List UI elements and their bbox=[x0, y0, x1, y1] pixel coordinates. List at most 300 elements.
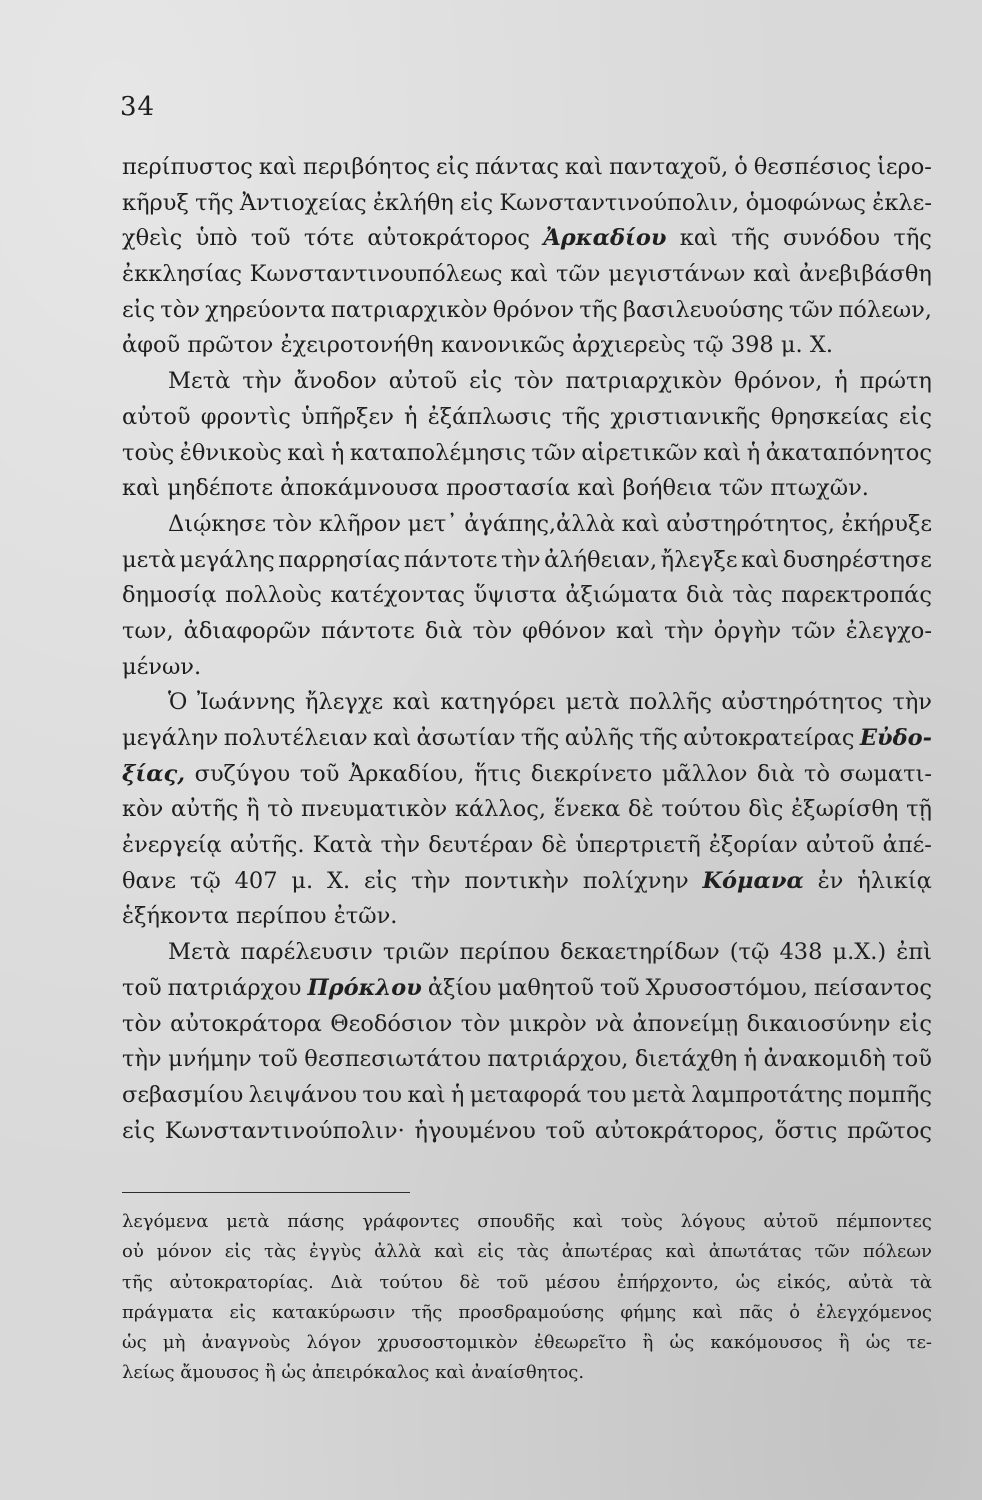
word: δεκαετηρίδων bbox=[560, 939, 720, 966]
word: λαμπροτάτης bbox=[690, 1081, 843, 1108]
word: διεκρίνετο bbox=[530, 760, 653, 787]
word: ὀργὴν bbox=[713, 617, 782, 644]
word: καὶ bbox=[122, 475, 168, 502]
word: ἡ bbox=[330, 439, 345, 466]
word: μεγάλην bbox=[122, 725, 219, 751]
word: ἀπωτέρας bbox=[561, 1241, 653, 1263]
word: πολυτέλειαν bbox=[223, 725, 368, 751]
word: καὶ bbox=[407, 1081, 446, 1108]
word: μ. bbox=[780, 332, 810, 359]
word: ἢ bbox=[246, 796, 260, 823]
text-line bbox=[122, 757, 932, 793]
word: ἀδιαφορῶν bbox=[183, 617, 311, 644]
word: αὐτὰ bbox=[847, 1271, 894, 1293]
word: πομπῆς bbox=[848, 1081, 932, 1108]
word: πάντας bbox=[475, 154, 559, 180]
word: ξίας, bbox=[122, 760, 186, 787]
word: ἐχειροτονήθη bbox=[280, 332, 441, 359]
word: εἰς bbox=[224, 1241, 252, 1263]
word: μηδέποτε bbox=[167, 475, 281, 502]
word: του bbox=[362, 1081, 403, 1108]
word: Ἀρκαδίου bbox=[543, 225, 667, 252]
word: αὐτοῦ bbox=[388, 368, 458, 395]
word: αὐτοκράτορος, bbox=[594, 1117, 765, 1144]
word: τῆς bbox=[579, 296, 618, 323]
word: αὐτοκρατείρας bbox=[683, 725, 855, 751]
word: δευτέραν bbox=[428, 832, 534, 859]
word: τοῦ bbox=[545, 1117, 586, 1144]
word: ἡ bbox=[834, 368, 848, 395]
word: τούτου bbox=[661, 796, 741, 823]
word: πείσαντος bbox=[813, 974, 932, 1001]
word: μέσου bbox=[545, 1271, 601, 1293]
word: ὕψιστα bbox=[473, 582, 557, 609]
word: καὶ bbox=[615, 617, 655, 644]
word: κακόμουσος bbox=[710, 1332, 823, 1354]
word: ἡ bbox=[743, 1046, 758, 1073]
word: (τῷ bbox=[729, 939, 770, 966]
word: ἡ bbox=[450, 1081, 465, 1108]
page-number: 34 bbox=[120, 92, 156, 122]
word: τῶν bbox=[788, 296, 834, 323]
word: ἡλικίᾳ bbox=[857, 867, 932, 894]
word: Μετὰ bbox=[168, 368, 231, 395]
word: λόγον bbox=[306, 1332, 362, 1354]
word: περίπου bbox=[459, 939, 550, 966]
word: ὡς bbox=[669, 1332, 695, 1354]
word: πόλεων, bbox=[838, 296, 932, 323]
word: καὶ bbox=[692, 1301, 723, 1323]
word: πᾶς bbox=[739, 1301, 774, 1323]
word: τὸν bbox=[122, 1010, 162, 1037]
word: λεγόμενα bbox=[122, 1211, 209, 1232]
word: ἢ bbox=[838, 1332, 850, 1354]
word: ἢ bbox=[642, 1332, 654, 1354]
word: ἀνακομιδὴ bbox=[763, 1046, 886, 1073]
word: δυσηρέστησε bbox=[782, 546, 932, 573]
text-line bbox=[122, 792, 932, 828]
word: διὰ bbox=[686, 582, 724, 609]
word: Μετὰ bbox=[168, 939, 231, 966]
word: δὶς bbox=[748, 796, 784, 823]
word: ἀπωτάτας bbox=[708, 1241, 802, 1263]
text-line bbox=[122, 364, 932, 400]
word: πρῶτον bbox=[187, 332, 281, 359]
word: πτωχῶν. bbox=[770, 475, 869, 502]
word: ἀλήθειαν, bbox=[544, 546, 658, 573]
word: ἤλεγξε bbox=[660, 546, 738, 573]
word: ὅστις bbox=[774, 1117, 838, 1144]
word: μόνον bbox=[156, 1241, 212, 1263]
word: τὸν bbox=[160, 296, 200, 323]
text-line bbox=[122, 186, 932, 222]
word: Κωνσταντινούπολιν· bbox=[164, 1117, 405, 1144]
word: πατριάρχου bbox=[167, 974, 302, 1001]
word: κατακύρωσιν bbox=[272, 1301, 396, 1323]
word: παρέλευσιν bbox=[240, 939, 373, 966]
word: τοῦ bbox=[600, 974, 640, 1001]
word: Κόμανα bbox=[702, 867, 804, 894]
word: ὡς bbox=[735, 1271, 761, 1293]
word: κανονικῶς bbox=[440, 332, 572, 359]
word: αὐτοῦ bbox=[122, 403, 191, 430]
word: τοῦ bbox=[250, 225, 291, 252]
word: Διῴκησε bbox=[168, 510, 266, 537]
word: ἐτῶν. bbox=[333, 903, 398, 930]
word: ἐκήρυξε bbox=[841, 510, 932, 537]
word: χηρεύοντα bbox=[205, 296, 326, 323]
text-line bbox=[122, 293, 932, 329]
word: τῆς bbox=[639, 725, 678, 751]
text-line bbox=[122, 899, 932, 935]
text-line bbox=[122, 614, 932, 650]
word: τῆς bbox=[893, 225, 932, 252]
word: καὶ bbox=[665, 1241, 696, 1263]
word: τὴν bbox=[892, 689, 932, 716]
word: αὐστηρότητος, bbox=[666, 510, 835, 537]
word: διετάχθη bbox=[634, 1046, 738, 1073]
word: συνόδου bbox=[783, 225, 881, 252]
word: μετὰ bbox=[226, 1211, 270, 1232]
word: ἐξωρίσθη bbox=[791, 796, 899, 823]
word: Ἀρκαδίου, bbox=[348, 760, 465, 787]
word: πόλεων bbox=[862, 1241, 932, 1263]
word: των, bbox=[122, 617, 174, 644]
footnote-line bbox=[122, 1358, 932, 1388]
word: χρυσοστομικὸν bbox=[377, 1332, 518, 1354]
word: ἀπέ- bbox=[882, 832, 932, 859]
word: ἕνεκα bbox=[553, 796, 621, 823]
word: μετὰ bbox=[631, 1081, 686, 1108]
word: περιβόητος bbox=[302, 154, 431, 180]
word: πράγματα bbox=[122, 1301, 214, 1323]
word: προσδραμούσης bbox=[458, 1301, 605, 1323]
word: μετὰ bbox=[565, 689, 620, 716]
word: Κωνσταντινουπόλεως bbox=[249, 261, 503, 288]
word: τὴν bbox=[242, 368, 282, 395]
word: τῆς bbox=[731, 225, 770, 252]
word: Χ. bbox=[326, 867, 351, 894]
word: πάσης bbox=[287, 1211, 345, 1232]
word: ὡς bbox=[281, 1362, 312, 1384]
word: θρόνον bbox=[492, 296, 575, 323]
word: καὶ bbox=[564, 154, 603, 180]
word: εἰς bbox=[364, 867, 398, 894]
word: λείως bbox=[122, 1362, 181, 1384]
word: εἰκός, bbox=[777, 1271, 832, 1293]
word: μὴ bbox=[162, 1332, 186, 1354]
word: πάντοτε bbox=[321, 617, 415, 644]
word: διὰ bbox=[424, 617, 463, 644]
word: ποντικὴν bbox=[464, 867, 569, 894]
word: βοήθεια bbox=[622, 475, 719, 502]
word: μένων. bbox=[122, 653, 202, 680]
word: Ὁ bbox=[168, 689, 188, 716]
word: καὶ bbox=[373, 725, 412, 751]
word: αὐτῆς bbox=[171, 796, 239, 823]
word: καὶ bbox=[753, 261, 792, 288]
word: Διὰ bbox=[330, 1271, 363, 1293]
word: καταπολέμησις bbox=[349, 439, 526, 466]
word: τῆς bbox=[411, 1301, 443, 1323]
word: καὶ bbox=[572, 1211, 604, 1232]
word: πολλῆς bbox=[629, 689, 712, 716]
word: αἱρετικῶν bbox=[581, 439, 698, 466]
text-line bbox=[122, 471, 932, 507]
word: του bbox=[586, 1081, 627, 1108]
word: λόγους bbox=[680, 1211, 746, 1232]
word: τῶν bbox=[814, 1241, 851, 1263]
word: εἰς bbox=[469, 368, 503, 395]
word: τῇ bbox=[906, 796, 932, 823]
word: ἐλεγχόμενος bbox=[816, 1301, 932, 1323]
word: διὰ bbox=[756, 760, 795, 787]
word: παρρησίας bbox=[278, 546, 401, 573]
footnote-line bbox=[122, 1298, 932, 1328]
word: ἐπὶ bbox=[896, 939, 932, 966]
word: προστασία bbox=[446, 475, 578, 502]
word: τῷ bbox=[692, 332, 731, 359]
word: εἰς bbox=[898, 1010, 932, 1037]
word: τὰς bbox=[264, 1241, 297, 1263]
word: δικαιοσύνην bbox=[746, 1010, 891, 1037]
word: ἡ bbox=[746, 439, 761, 466]
word: ἐθνικοὺς bbox=[179, 439, 282, 466]
word: κλῆρον bbox=[318, 510, 402, 537]
word: πατριαρχικὸν bbox=[330, 296, 488, 323]
word: παρεκτροπάς bbox=[781, 582, 932, 609]
text-line bbox=[122, 150, 932, 186]
word: αὐτοκρατορίας. bbox=[169, 1271, 314, 1293]
word: ἀναίσθητος. bbox=[471, 1362, 585, 1384]
word: 398 bbox=[730, 332, 781, 359]
word: καὶ bbox=[577, 475, 623, 502]
word: τὸν bbox=[514, 368, 554, 395]
word: δὲ bbox=[628, 796, 654, 823]
word: περίπυστος bbox=[122, 154, 253, 180]
word: εἰς bbox=[460, 189, 494, 216]
word: θεσπεσιωτάτου bbox=[304, 1046, 482, 1073]
word: ἀπονείμῃ bbox=[632, 1010, 739, 1037]
word: τὰς bbox=[516, 1241, 549, 1263]
word: πρώτη bbox=[859, 368, 932, 395]
word: ὁμοφώνως bbox=[745, 189, 867, 216]
word: ἱερο- bbox=[877, 154, 932, 180]
word: τῆς bbox=[195, 189, 234, 216]
word: εἰς bbox=[477, 1241, 504, 1263]
word: ἐκλε- bbox=[872, 189, 932, 216]
word: καὶ bbox=[392, 689, 431, 716]
word: πάντοτε bbox=[403, 546, 498, 573]
word: ἡγουμένου bbox=[414, 1117, 536, 1144]
word: συζύγου bbox=[194, 760, 291, 787]
word: τούτου bbox=[379, 1271, 443, 1293]
text-line bbox=[122, 257, 932, 293]
word: πατριάρχου, bbox=[487, 1046, 629, 1073]
word: ἐπήρχοντο, bbox=[616, 1271, 719, 1293]
word: μ.Χ.) bbox=[832, 939, 887, 966]
word: ἐν bbox=[817, 867, 844, 894]
word: αὐτῆς. bbox=[229, 832, 305, 859]
text-line bbox=[122, 1114, 932, 1150]
word: ἀπειρόκαλος bbox=[311, 1362, 436, 1384]
word: τῶν bbox=[791, 617, 836, 644]
word: ἄνοδον bbox=[293, 368, 377, 395]
word: ἀνεβιβάσθη bbox=[798, 261, 932, 288]
word: ἐλεγχο- bbox=[845, 617, 932, 644]
word: τοῦ bbox=[258, 1046, 298, 1073]
word: σπουδῆς bbox=[477, 1211, 555, 1232]
word: τὸν bbox=[460, 1010, 501, 1037]
word: δημοσίᾳ bbox=[122, 582, 217, 609]
word: Πρόκλου bbox=[307, 974, 422, 1001]
word: τῆς bbox=[561, 403, 601, 430]
word: τὴν bbox=[410, 867, 451, 894]
word: τὴν bbox=[500, 546, 541, 573]
word: θρόνον, bbox=[734, 368, 823, 395]
body-text bbox=[122, 150, 932, 1149]
word: πολίχνην bbox=[582, 867, 689, 894]
word: κάλλος, bbox=[454, 796, 546, 823]
word: ἐκλήθη bbox=[372, 189, 454, 216]
word: τριῶν bbox=[382, 939, 450, 966]
word: καὶ bbox=[741, 546, 780, 573]
word: ἀξίου bbox=[427, 974, 492, 1001]
word: κατηγόρει bbox=[440, 689, 557, 716]
footnote-line bbox=[122, 1328, 932, 1358]
word: ἐγγὺς bbox=[309, 1241, 362, 1263]
word: καὶ bbox=[703, 439, 742, 466]
word: πέμποντες bbox=[836, 1211, 932, 1232]
word: ἀλλὰ bbox=[374, 1241, 422, 1263]
word: μεγιστάνων bbox=[608, 261, 746, 288]
word: ἐξορίαν bbox=[708, 832, 798, 859]
word: μικρὸν bbox=[508, 1010, 587, 1037]
text-line bbox=[122, 685, 932, 721]
text-line bbox=[122, 971, 932, 1007]
word: μᾶλλον bbox=[661, 760, 748, 787]
word: τότε bbox=[303, 225, 354, 252]
word: ἀναγνοὺς bbox=[201, 1332, 291, 1354]
word: τὴν bbox=[122, 1046, 162, 1073]
text-line bbox=[122, 436, 932, 472]
word: ἡ bbox=[404, 403, 418, 430]
word: πατριαρχικὸν bbox=[565, 368, 723, 395]
word: κατέχοντας bbox=[330, 582, 465, 609]
word: καὶ bbox=[510, 261, 549, 288]
word: τῆς bbox=[122, 1271, 153, 1293]
word: τοῦ bbox=[299, 760, 340, 787]
word: εἰς bbox=[229, 1301, 256, 1323]
text-line bbox=[122, 507, 932, 543]
word: αὐτοκράτορος bbox=[367, 225, 531, 252]
word: καὶ bbox=[287, 439, 326, 466]
word: ἀφοῦ bbox=[122, 332, 188, 359]
word: εἰς bbox=[898, 403, 932, 430]
word: τε- bbox=[906, 1332, 932, 1354]
word: ὁ bbox=[789, 1301, 801, 1323]
word: ἥτις bbox=[473, 760, 522, 787]
word: χριστιανικῆς bbox=[610, 403, 761, 430]
word: καὶ bbox=[435, 1362, 472, 1384]
text-line bbox=[122, 400, 932, 436]
word: Θεοδόσιον bbox=[330, 1010, 453, 1037]
word: τὸν bbox=[472, 617, 513, 644]
word: μνήμην bbox=[168, 1046, 252, 1073]
text-line bbox=[122, 1042, 932, 1078]
text-line bbox=[122, 1078, 932, 1114]
word: κῆρυξ bbox=[122, 189, 189, 216]
word: ὑπερτριετῆ bbox=[575, 832, 701, 859]
word: τὸ bbox=[804, 760, 831, 787]
word: αὐλῆς bbox=[564, 725, 634, 751]
text-line bbox=[122, 828, 932, 864]
word: τὸ bbox=[267, 796, 294, 823]
word: ἀκαταπόνητος bbox=[765, 439, 932, 466]
word: φθόνον bbox=[522, 617, 606, 644]
word: Κωνσταντινούπολιν, bbox=[499, 189, 740, 216]
word: μετ᾽ bbox=[407, 510, 458, 537]
word: καὶ bbox=[258, 154, 297, 180]
word: τῆς bbox=[520, 725, 560, 751]
word: τῶν bbox=[556, 261, 601, 288]
word: ἤλεγχε bbox=[305, 689, 384, 716]
word: αὐστηρότητος bbox=[721, 689, 883, 716]
word: τοῦ bbox=[496, 1271, 529, 1293]
word: ἐκκλησίας bbox=[122, 261, 242, 288]
word: νὰ bbox=[595, 1010, 625, 1037]
word: ἀγάπης,ἀλλὰ bbox=[464, 510, 615, 537]
word: σεβασμίου bbox=[122, 1081, 244, 1108]
word: φήμης bbox=[620, 1301, 677, 1323]
text-line bbox=[122, 578, 932, 614]
word: ἑξήκοντα bbox=[122, 903, 237, 930]
footnote-line bbox=[122, 1207, 932, 1237]
word: αὐτοῦ bbox=[763, 1211, 819, 1232]
word: αὐτοκράτορα bbox=[170, 1010, 322, 1037]
text-line bbox=[122, 543, 932, 579]
word: αὐτοῦ bbox=[805, 832, 875, 859]
word: κὸν bbox=[122, 796, 164, 823]
text-line bbox=[122, 1007, 932, 1043]
word: πρῶτος bbox=[847, 1117, 932, 1144]
word: τὰς bbox=[732, 582, 773, 609]
word: μαθητοῦ bbox=[497, 974, 595, 1001]
word: μεγάλης bbox=[179, 546, 275, 573]
word: θεσπέσιος bbox=[753, 154, 872, 180]
word: τὰ bbox=[909, 1271, 932, 1293]
footnote-divider bbox=[122, 1192, 410, 1193]
word: Ἰωάννης bbox=[196, 689, 296, 716]
word: λειψάνου bbox=[248, 1081, 358, 1108]
word: δὲ bbox=[459, 1271, 480, 1293]
word: οὐ bbox=[122, 1241, 144, 1263]
word: θρησκείας bbox=[770, 403, 889, 430]
word: πνευματικὸν bbox=[301, 796, 448, 823]
word: πανταχοῦ, bbox=[608, 154, 729, 180]
word: ἐξάπλωσις bbox=[427, 403, 552, 430]
word: ὁ bbox=[734, 154, 748, 180]
word: μ. bbox=[291, 867, 314, 894]
word: ὡς bbox=[865, 1332, 891, 1354]
word: Χρυσοστόμου, bbox=[645, 974, 808, 1001]
footnotes bbox=[122, 1207, 932, 1389]
word: τοὺς bbox=[621, 1211, 663, 1232]
word: σωματι- bbox=[839, 760, 932, 787]
word: καὶ bbox=[621, 510, 660, 537]
word: ἢ bbox=[264, 1362, 282, 1384]
word: τοῦ bbox=[892, 1046, 932, 1073]
